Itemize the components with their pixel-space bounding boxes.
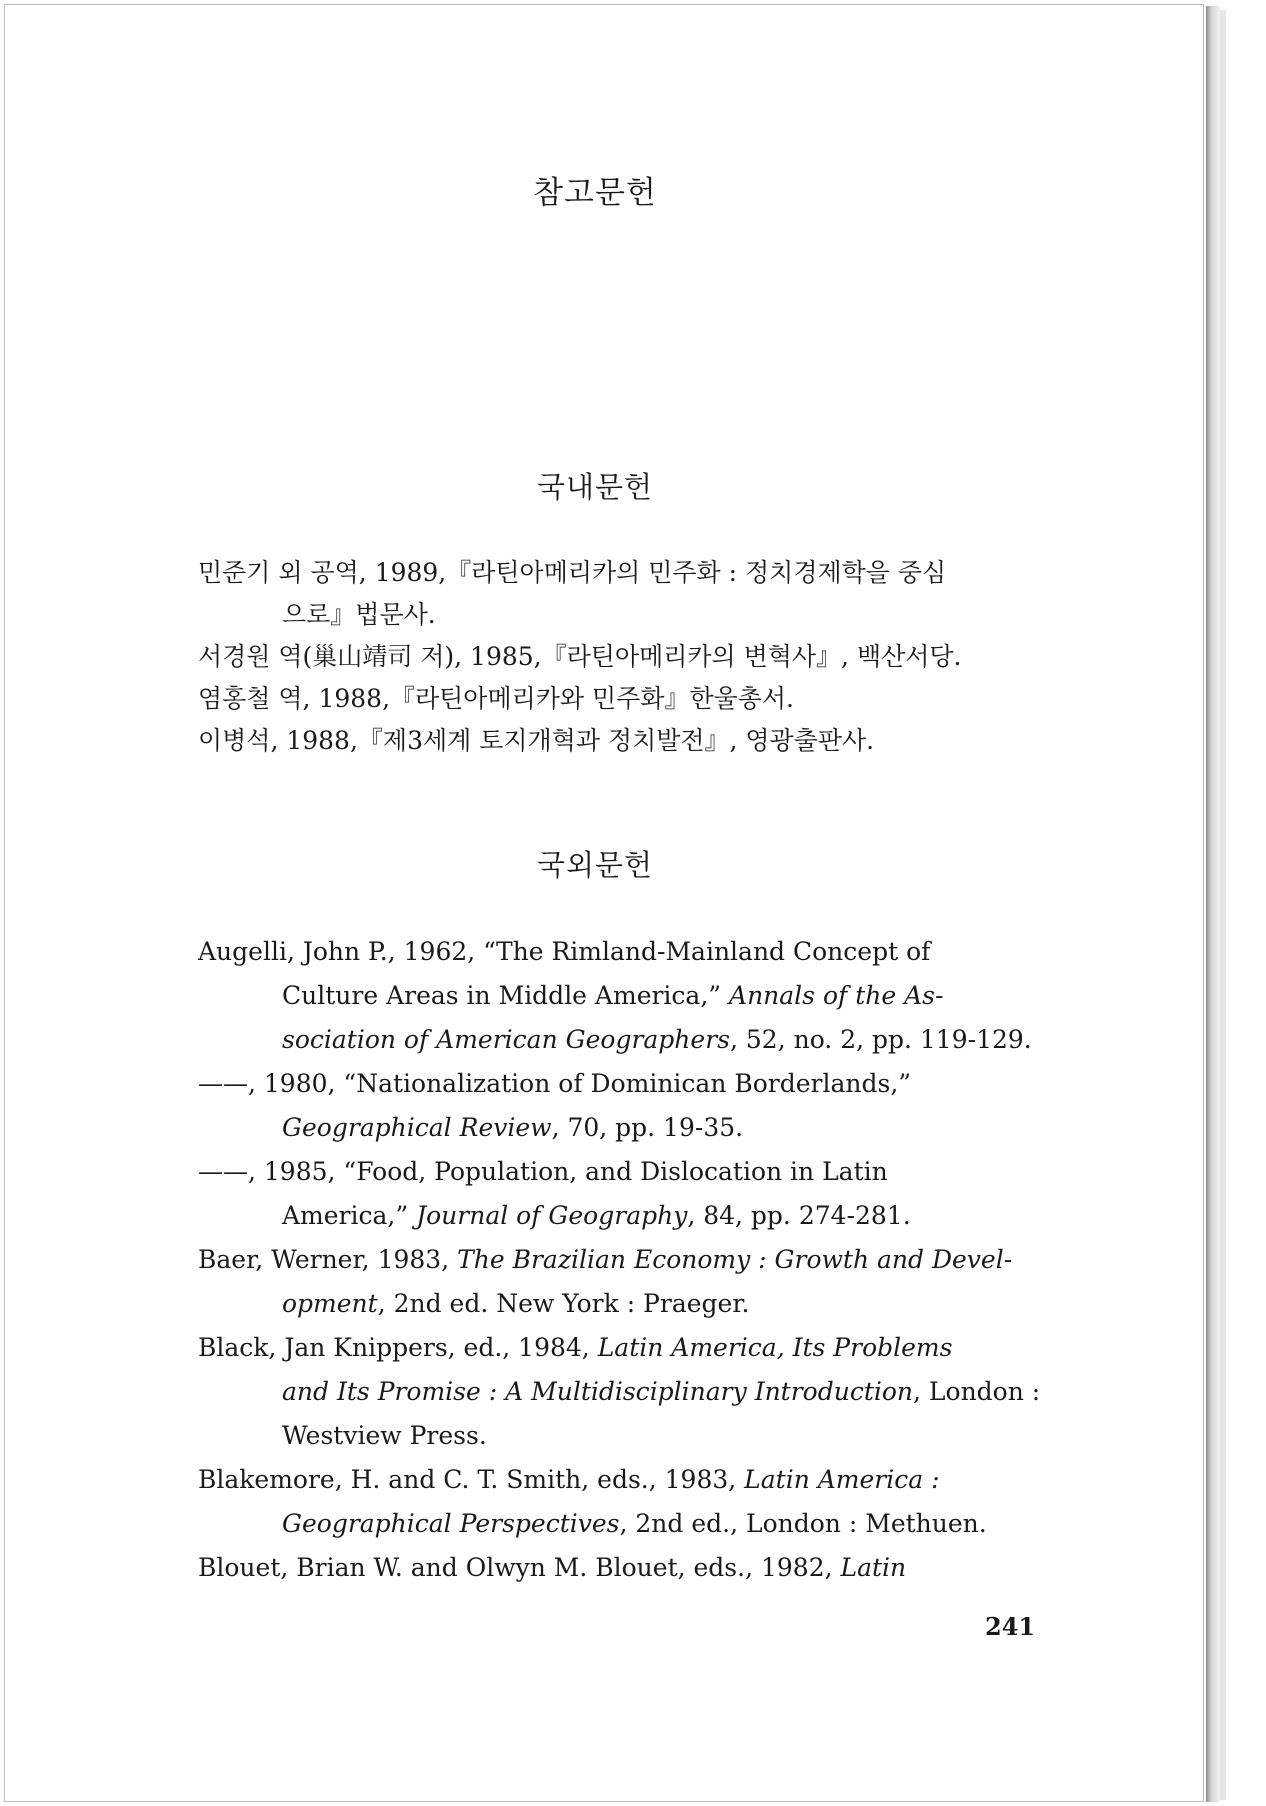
reference-entry	[198, 678, 1024, 720]
reference-entry	[198, 720, 1024, 762]
reference-line	[198, 1370, 1041, 1414]
section-heading-foreign: 국외문헌	[536, 848, 654, 882]
reference-line	[198, 1238, 1024, 1282]
reference-line: ——, 1980, “Nationalization of Dominican Borderlands,”	[198, 1069, 912, 1098]
page-edge-highlight	[1220, 10, 1226, 1800]
reference-line: 으로』법문사.	[282, 600, 436, 629]
reference-line: Westview Press.	[282, 1421, 487, 1450]
reference-text: , 52, no. 2, pp. 119-129.	[730, 1025, 1032, 1054]
reference-line	[198, 1546, 1024, 1590]
reference-entry	[198, 1150, 1024, 1238]
book-title: and Its Promise : A Multidisciplinary Introduction	[282, 1377, 914, 1406]
reference-line	[198, 1282, 1024, 1326]
journal-title: sociation of American Geographers	[282, 1025, 730, 1054]
reference-entry	[198, 1458, 1024, 1546]
book-title: Latin	[840, 1553, 907, 1582]
reference-text: Baer, Werner, 1983,	[198, 1245, 458, 1274]
reference-line: ——, 1985, “Food, Population, and Dislocation in Latin	[198, 1157, 888, 1186]
reference-line: 이병석, 1988,『제3세계 토지개혁과 정치발전』, 영광출판사.	[198, 726, 875, 755]
reference-line	[198, 974, 1024, 1018]
reference-entry	[198, 1326, 1041, 1458]
book-title: Latin America :	[744, 1465, 940, 1494]
reference-line: 염홍철 역, 1988,『라틴아메리카와 민주화』한울총서.	[198, 684, 795, 713]
reference-text: , London :	[913, 1377, 1041, 1406]
reference-text: Blakemore, H. and C. T. Smith, eds., 1983,	[198, 1465, 745, 1494]
reference-text: America,”	[282, 1201, 417, 1230]
section-heading-domestic: 국내문헌	[536, 470, 654, 504]
page-edge-shadow	[1206, 6, 1220, 1802]
reference-line: 서경원 역(巢山靖司 저), 1985,『라틴아메리카의 변혁사』, 백산서당.	[198, 642, 962, 671]
page-number: 241	[985, 1612, 1036, 1641]
reference-text: , 70, pp. 19-35.	[551, 1113, 744, 1142]
book-title: Latin America, Its Problems	[597, 1333, 953, 1362]
book-title: The Brazilian Economy : Growth and Devel-	[457, 1245, 1013, 1274]
reference-line	[198, 1106, 1024, 1150]
book-title: Geographical Perspectives	[282, 1509, 620, 1538]
journal-title: Journal of Geography	[416, 1201, 688, 1230]
reference-entry	[198, 1546, 1024, 1590]
reference-line	[198, 1326, 1024, 1370]
reference-text: , 2nd ed., London : Methuen.	[619, 1509, 987, 1538]
reference-text: , 2nd ed. New York : Praeger.	[377, 1289, 750, 1318]
page-title: 참고문헌	[533, 175, 657, 211]
reference-line	[198, 1018, 1032, 1062]
foreign-reference-list	[198, 930, 1041, 1590]
reference-entry	[198, 1238, 1024, 1326]
reference-text: Blouet, Brian W. and Olwyn M. Blouet, eds., 1982,	[198, 1553, 841, 1582]
reference-line: 민준기 외 공역, 1989,『라틴아메리카의 민주화 : 정치경제학을 중심	[198, 558, 947, 587]
domestic-reference-list	[198, 552, 1024, 762]
reference-entry	[198, 636, 1024, 678]
reference-line	[198, 1502, 1024, 1546]
reference-line: Augelli, John P., 1962, “The Rimland-Mainland Concept of	[198, 937, 931, 966]
reference-text: Culture Areas in Middle America,”	[282, 981, 730, 1010]
reference-entry	[198, 930, 1032, 1062]
book-title: opment	[282, 1289, 378, 1318]
reference-text: Black, Jan Knippers, ed., 1984,	[198, 1333, 598, 1362]
reference-text: , 84, pp. 274-281.	[687, 1201, 911, 1230]
reference-line	[198, 1194, 1024, 1238]
reference-entry	[198, 552, 1024, 636]
book-page	[4, 4, 1204, 1802]
reference-line	[198, 1458, 1024, 1502]
reference-entry	[198, 1062, 1024, 1150]
journal-title: Geographical Review	[282, 1113, 552, 1142]
journal-title: Annals of the As-	[729, 981, 944, 1010]
